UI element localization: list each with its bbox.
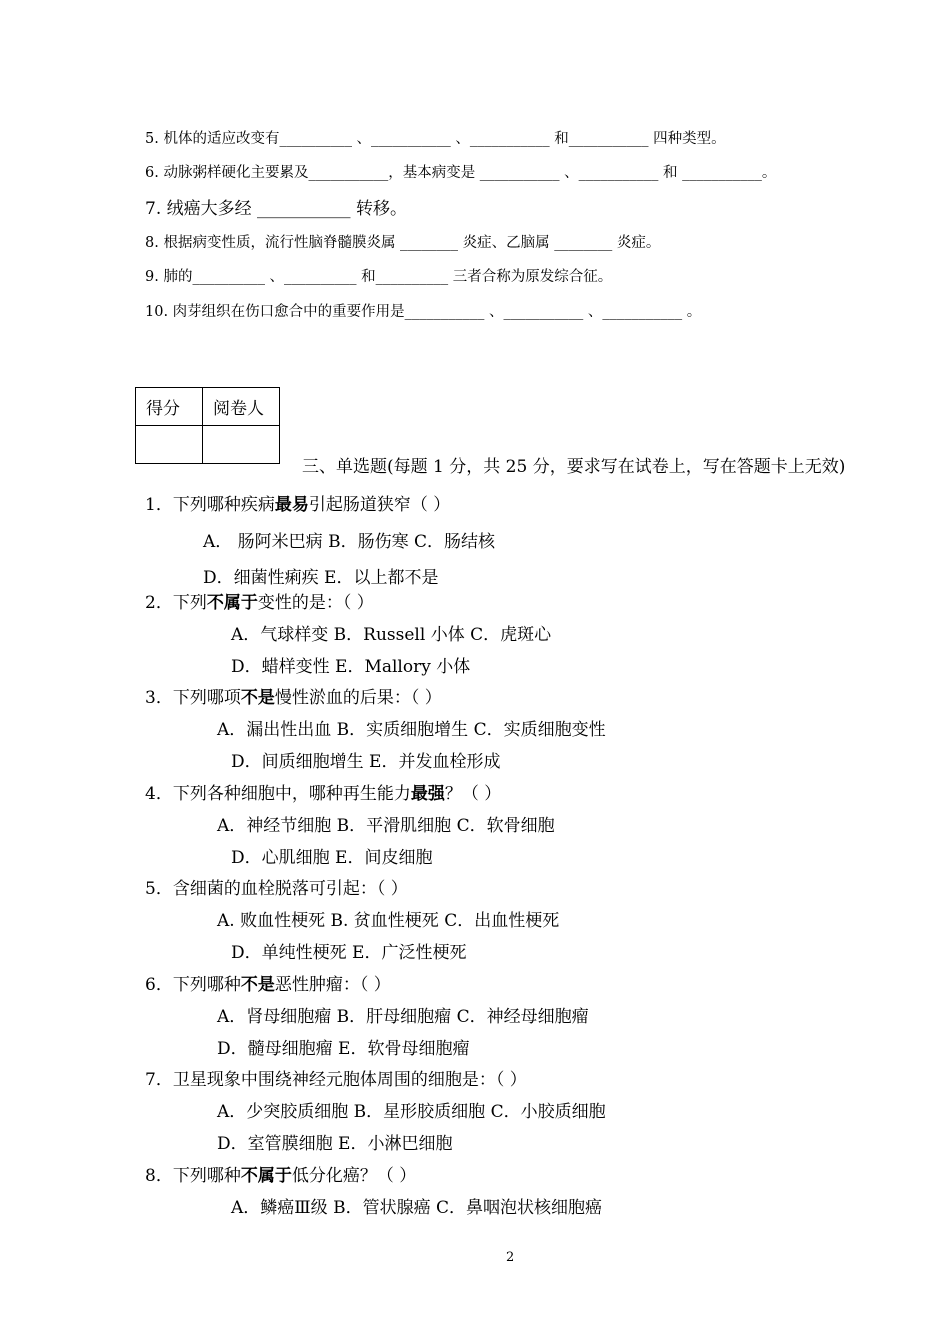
item-number: 7. [145,199,162,219]
stem-emphasis: 不属于 [206,593,258,613]
item-text: 绒癌大多经 ___________ 转移。 [166,199,407,219]
score-cell[interactable] [136,426,203,464]
stem-emphasis: 不属于 [240,1166,292,1186]
stem-text: 慢性淤血的后果：（ ） [274,688,442,708]
option-line: A. 败血性梗死 B. 贫血性梗死 C．出血性梗死 [217,911,560,931]
item-number: 9. [145,269,159,285]
stem-text: 低分化癌？（ ） [291,1166,417,1186]
option-line: D．室管膜细胞 E．小淋巴细胞 [217,1134,453,1154]
stem-text: 引起肠道狭窄（ ） [308,495,451,515]
stem-text: 下列 [172,593,207,613]
stem-emphasis: 不是 [240,688,275,708]
stem-text: 下列哪项 [172,688,241,708]
question-stem [145,490,450,515]
fill-in-item [145,161,776,182]
item-text: 肺的__________ 、__________ 和__________ 三者合称为原发综合征。 [163,269,613,285]
item-text: 根据病变性质，流行性脑脊髓膜炎属 ________ 炎症、乙脑属 ________ 炎症。 [163,235,661,251]
question-number: 3． [145,688,173,708]
stem-text: 下列哪种疾病 [172,495,275,515]
stem-text: ？（ ） [444,784,502,804]
item-number: 8. [145,235,159,251]
option-line: A．肾母细胞瘤 B．肝母细胞瘤 C．神经母细胞瘤 [217,1007,589,1027]
question-number: 1． [145,495,173,515]
stem-text: 变性的是：（ ） [257,593,374,613]
stem-text: 下列哪种 [172,975,241,995]
stem-emphasis: 最强 [410,784,445,804]
option-line: A．气球样变 B．Russell 小体 C．虎斑心 [231,625,552,645]
item-text: 机体的适应改变有__________ 、___________ 、___________ 和___________ 四种类型。 [163,131,726,147]
question-number: 8． [145,1166,173,1186]
item-number: 10. [145,304,169,320]
question-stem [145,970,391,995]
fill-in-item [145,231,660,252]
fill-in-item [145,127,726,148]
grader-cell[interactable] [203,426,280,464]
item-text: 肉芽组织在伤口愈合中的重要作用是___________ 、___________ 、___________ 。 [172,304,702,320]
question-stem [145,683,442,708]
question-stem [145,779,501,804]
option-line: A．神经节细胞 B．平滑肌细胞 C．软骨细胞 [217,816,555,836]
option-line: D．单纯性梗死 E．广泛性梗死 [231,943,467,963]
option-line: D．心肌细胞 E．间皮细胞 [231,848,433,868]
option-line: D．蜡样变性 E．Mallory 小体 [231,657,471,677]
item-text: 动脉粥样硬化主要累及___________，基本病变是 ___________ 、___________ 和 ___________。 [163,165,777,181]
section-title: 三、单选题(每题 1 分，共 25 分，要求写在试卷上，写在答题卡上无效) [302,457,846,477]
stem-text: 下列各种细胞中，哪种再生能力 [172,784,411,804]
question-stem [145,588,374,613]
option-line: A．鳞癌Ⅲ级 B．管状腺癌 C．鼻咽泡状核细胞癌 [231,1198,602,1218]
score-box [135,387,280,464]
question-number: 5． [145,879,173,899]
grader-label: 阅卷人 [203,388,280,426]
score-label: 得分 [136,388,203,426]
question-stem [145,874,408,899]
option-line: A． 肠阿米巴病 B．肠伤寒 C．肠结核 [203,532,495,552]
fill-in-item [145,194,407,219]
item-number: 6. [145,165,159,181]
option-line: D．细菌性痢疾 E．以上都不是 [203,568,439,588]
item-number: 5. [145,131,159,147]
stem-text: 下列哪种 [172,1166,241,1186]
option-line: A．少突胶质细胞 B．星形胶质细胞 C．小胶质细胞 [217,1102,606,1122]
option-line: D．髓母细胞瘤 E．软骨母细胞瘤 [217,1039,470,1059]
stem-emphasis: 不是 [240,975,275,995]
option-line: A．漏出性出血 B．实质细胞增生 C．实质细胞变性 [217,720,606,740]
stem-emphasis: 最易 [274,495,309,515]
question-number: 2． [145,593,173,613]
question-stem [145,1065,527,1090]
fill-in-item [145,265,612,286]
question-number: 6． [145,975,173,995]
question-stem [145,1161,416,1186]
stem-text: 含细菌的血栓脱落可引起：（ ） [172,879,408,899]
option-line: D．间质细胞增生 E．并发血栓形成 [231,752,501,772]
stem-text: 恶性肿瘤：（ ） [274,975,391,995]
fill-in-item [145,300,701,321]
stem-text: 卫星现象中围绕神经元胞体周围的细胞是：（ ） [172,1070,527,1090]
question-number: 4． [145,784,173,804]
page-number: 2 [506,1250,515,1265]
question-number: 7． [145,1070,173,1090]
